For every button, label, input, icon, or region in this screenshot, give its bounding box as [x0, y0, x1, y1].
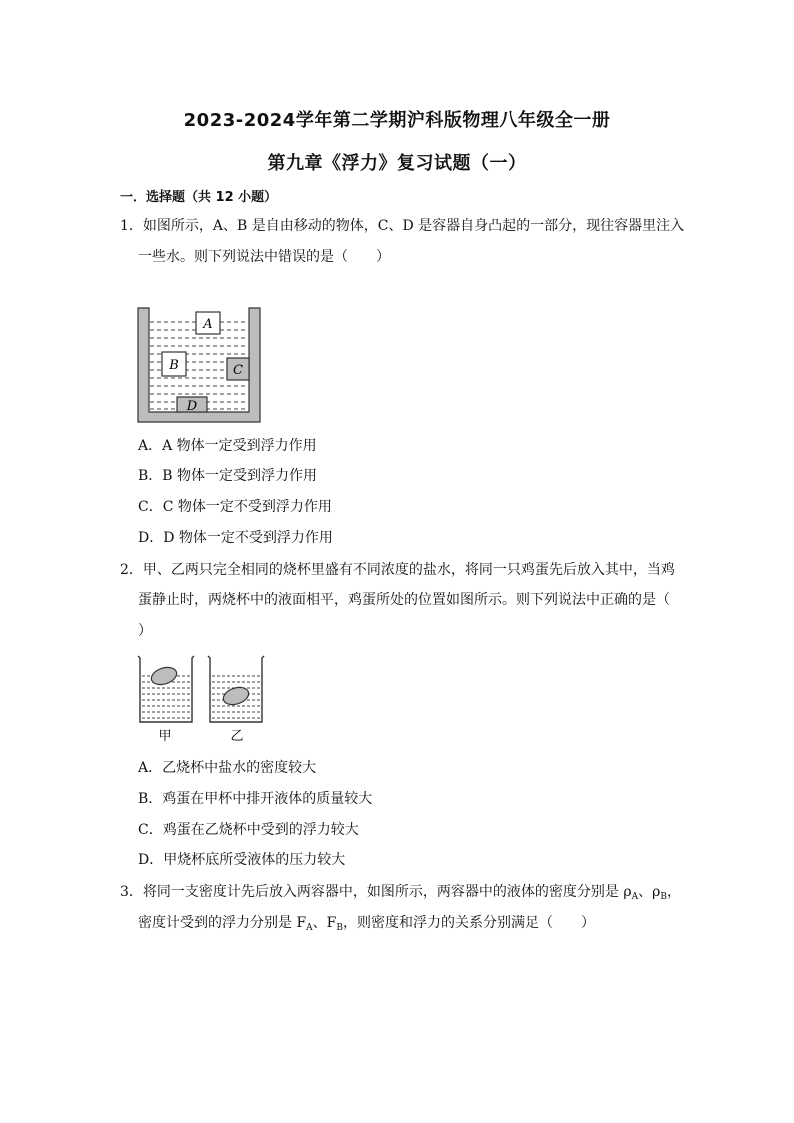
label-a: A: [203, 317, 213, 332]
question-1-option-c: C．C 物体一定不受到浮力作用: [138, 499, 332, 515]
q3-l2-c: ，则密度和浮力的关系分别满足（ ）: [343, 915, 596, 931]
label-yi: 乙: [230, 729, 244, 744]
question-2-text-line2: 蛋静止时，两烧杯中的液面相平，鸡蛋所处的位置如图所示。则下列说法中正确的是（: [138, 592, 670, 608]
document-title: 2023-2024学年第二学期沪科版物理八年级全一册: [183, 110, 611, 131]
question-1-option-b: B．B 物体一定受到浮力作用: [138, 468, 318, 484]
document-subtitle: 第九章《浮力》复习试题（一）: [267, 153, 527, 174]
beaker-yi: [208, 656, 264, 722]
question-1-figure: [136, 306, 266, 424]
question-2-text-line1: 2．甲、乙两只完全相同的烧杯里盛有不同浓度的盐水，将同一只鸡蛋先后放入其中，当鸡: [120, 562, 675, 578]
question-1-text-line2: 一些水。则下列说法中错误的是（ ）: [138, 249, 390, 265]
q3-l1-c: ，: [666, 884, 681, 900]
egg-jia: [149, 664, 179, 687]
question-2-option-d: D．甲烧杯底所受液体的压力较大: [138, 852, 346, 868]
label-jia: 甲: [158, 729, 172, 744]
q3-l1-b: 、ρ: [638, 884, 661, 900]
q3-l2-sub-a: A: [306, 923, 313, 933]
q3-l2-b: 、F: [312, 915, 337, 931]
question-3-text-line2: [138, 913, 595, 938]
q3-l2-sub-b: B: [336, 923, 344, 933]
label-b: B: [169, 358, 179, 373]
question-2-option-a: A．乙烧杯中盐水的密度较大: [138, 760, 317, 776]
question-1-option-a: A．A 物体一定受到浮力作用: [138, 438, 317, 454]
question-2-option-b: B．鸡蛋在甲杯中排开液体的质量较大: [138, 791, 373, 807]
q3-l1-sub-a: A: [631, 892, 639, 902]
question-1-option-d: D．D 物体一定不受到浮力作用: [138, 530, 333, 546]
egg-yi: [221, 684, 251, 707]
question-2-figure: [134, 654, 274, 746]
question-1-text-line1: 1．如图所示，A、B 是自由移动的物体，C、D 是容器自身凸起的一部分，现往容器里注入: [120, 218, 685, 234]
question-2-option-c: C．鸡蛋在乙烧杯中受到的浮力较大: [138, 822, 359, 838]
question-2-text-line3: ）: [138, 623, 152, 639]
q3-l1-a: 3．将同一支密度计先后放入两容器中，如图所示，两容器中的液体的密度分别是 ρ: [120, 884, 632, 900]
label-c: C: [233, 363, 243, 378]
q3-l1-sub-b: B: [660, 892, 667, 902]
question-3-text-line1: [120, 882, 681, 907]
q3-l2-a: 密度计受到的浮力分别是 F: [138, 915, 307, 931]
beaker-jia: [138, 656, 194, 722]
section-heading: 一．选择题（共 12 小题）: [120, 190, 278, 205]
label-d: D: [186, 399, 198, 414]
